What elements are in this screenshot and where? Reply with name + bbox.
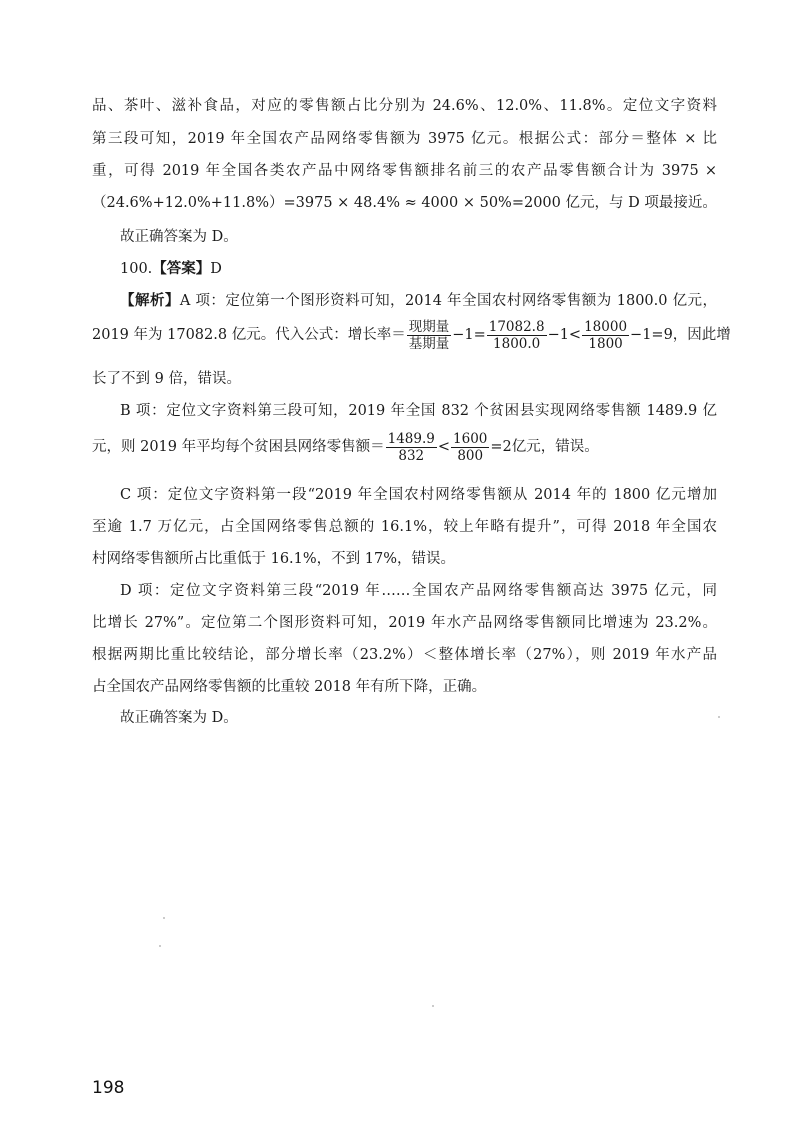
fraction-estimate — [451, 431, 489, 464]
text-line: 品、茶叶、滋补食品，对应的零售额占比分别为 24.6%、12.0%、11.8%。定位文字资料 — [92, 98, 717, 114]
question-100-answer — [120, 259, 717, 279]
analysis-a-text: A 项：定位第一个图形资料可知，2014 年全国农村网络零售额为 1800.0 亿元， — [179, 293, 718, 309]
analysis-d-line2: 比增长 27%”。定位第二个图形资料可知，2019 年水产品网络零售额同比增速为 23.2%。 — [92, 615, 717, 631]
scan-speck — [163, 917, 165, 919]
formula-operator: −1= — [452, 327, 486, 343]
fraction-estimate — [582, 319, 629, 352]
formula-trailing-text: =2亿元，错误。 — [490, 439, 599, 455]
analysis-d-line1: D 项：定位文字资料第三段“2019 年……全国农产品网络零售额高达 3975 亿元，同 — [120, 583, 717, 599]
conclusion-line: 故正确答案为 D。 — [120, 229, 238, 245]
fraction-denominator: 832 — [398, 447, 425, 464]
formula-lead-text: 元，则 2019 年平均每个贫困县网络零售额＝ — [92, 439, 385, 455]
analysis-a-line1 — [120, 291, 717, 311]
fraction-denominator: 1800 — [588, 335, 623, 352]
text-line: 重，可得 2019 年全国各类农产品中网络零售额排名前三的农产品零售额合计为 3975 × — [92, 163, 717, 179]
scan-speck — [718, 716, 720, 718]
fraction-values — [487, 319, 547, 352]
scan-speck — [159, 945, 161, 947]
final-answer-line: 故正确答案为 D。 — [120, 710, 238, 726]
formula-operator: −1< — [547, 327, 582, 343]
scan-speck — [432, 1005, 434, 1007]
fraction-numerator: 1489.9 — [387, 430, 435, 447]
fraction-numerator: 17082.8 — [488, 318, 545, 335]
analysis-c-line2: 至逾 1.7 万亿元，占全国网络零售总额的 16.1%，较上年略有提升”，可得 2018 年全国农 — [92, 519, 717, 535]
formula-lead-text: 2019 年为 17082.8 亿元。代入公式：增长率＝ — [92, 327, 406, 343]
analysis-tag: 【解析】 — [120, 292, 180, 309]
analysis-c-line1: C 项：定位文字资料第一段“2019 年全国农村网络零售额从 2014 年的 1800 亿元增加 — [120, 487, 717, 503]
formula-operator: < — [437, 439, 451, 455]
fraction-denominator: 800 — [457, 447, 484, 464]
fraction-denominator: 1800.0 — [493, 335, 541, 352]
fraction-numerator: 1600 — [453, 430, 488, 447]
fraction-denominator: 基期量 — [408, 335, 450, 352]
text-line: （24.6%+12.0%+11.8%）=3975 × 48.4% ≈ 4000 × 50%=2000 亿元，与 D 项最接近。 — [92, 195, 717, 211]
analysis-a-line3: 长了不到 9 倍，错误。 — [92, 371, 241, 387]
analysis-d-line4: 占全国农产品网络零售额的比重较 2018 年有所下降，正确。 — [92, 679, 487, 695]
fraction-numerator: 现期量 — [408, 318, 450, 335]
analysis-d-line3: 根据两期比重比较结论，部分增长率（23.2%）＜整体增长率（27%），则 2019 年水产品 — [92, 647, 717, 663]
answer-tag: 【答案】 — [152, 260, 211, 277]
formula-trailing-text: −1=9，因此增 — [630, 327, 731, 343]
analysis-b-line1: B 项：定位文字资料第三段可知，2019 年全国 832 个贫困县实现网络零售额 1489.9 亿 — [120, 403, 717, 419]
analysis-b-formula-line — [92, 430, 717, 464]
fraction-current-over-base — [407, 319, 452, 352]
question-number: 100. — [120, 261, 153, 277]
text-line: 第三段可知，2019 年全国农产品网络零售额为 3975 亿元。根据公式：部分＝整体 × 比 — [92, 131, 717, 147]
fraction-per-county — [386, 431, 437, 464]
analysis-a-formula-line — [92, 318, 731, 352]
page-number: 198 — [92, 1078, 125, 1098]
answer-value: D — [210, 261, 222, 277]
fraction-numerator: 18000 — [584, 318, 628, 335]
analysis-c-line3: 村网络零售额所占比重低于 16.1%，不到 17%，错误。 — [92, 551, 456, 567]
